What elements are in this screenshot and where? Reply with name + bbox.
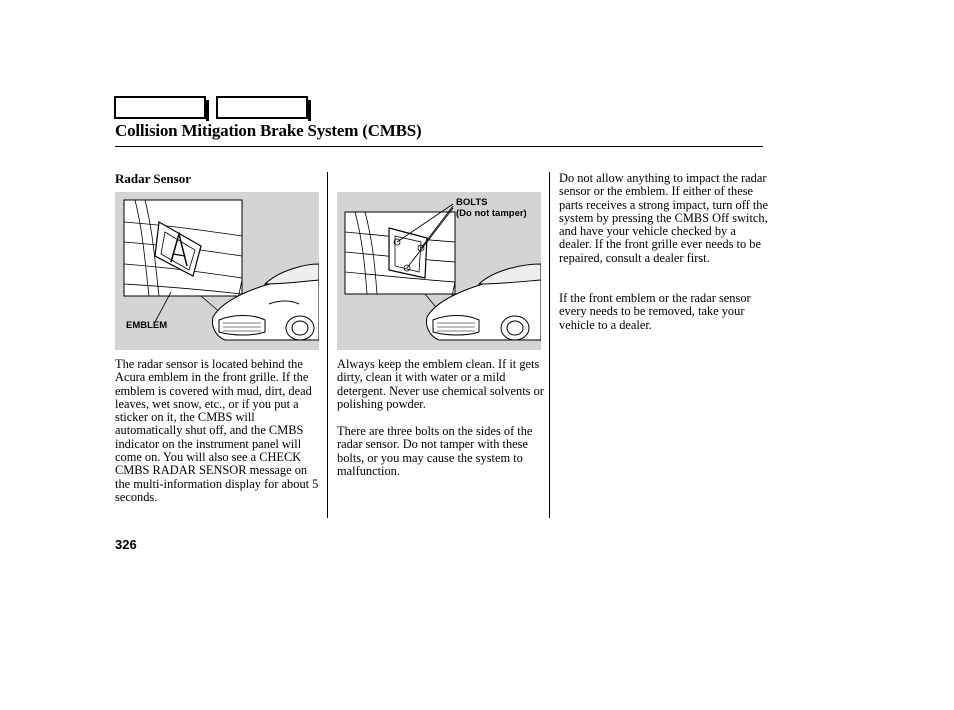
bolts-note: (Do not tamper) (456, 208, 527, 219)
bolts-illustration (337, 192, 541, 350)
column1-paragraph: The radar sensor is located behind the Acura emblem in the front grille. If the emblem is covered with mud, dirt, dead leaves, wet snow, etc., or if you put a sticker on it, the CMBS will automatically shut off, and the CMBS indicator on the instrument panel will come on. You will also see a CHECK CMBS RADAR SENSOR message on the multi-information display for about 5 seconds. (115, 357, 319, 504)
emblem-label: EMBLEM (126, 320, 168, 331)
title-divider (115, 146, 763, 147)
column2-paragraph-2: There are three bolts on the sides of the radar sensor. Do not tamper with these bolts, or you may cause the system to malfunction. (337, 424, 533, 478)
nav-tab-table-of-contents[interactable] (216, 96, 308, 119)
column3-paragraph-2: If the front emblem or the radar sensor every needs to be removed, take your vehicle to a dealer. (559, 291, 751, 332)
bolts-label: BOLTS (456, 197, 488, 208)
nav-tab-main-menu[interactable] (114, 96, 206, 119)
page-number: 326 (115, 537, 137, 552)
page-title: Collision Mitigation Brake System (CMBS) (115, 121, 422, 140)
section-heading: Radar Sensor (115, 171, 191, 186)
emblem-illustration (115, 192, 319, 350)
column-divider-2 (549, 172, 550, 518)
column-divider-1 (327, 172, 328, 518)
column2-paragraph-1: Always keep the emblem clean. If it gets dirty, clean it with water or a mild detergent. Never use chemical solvents or polishing powder. (337, 357, 544, 411)
column3-paragraph-1: Do not allow anything to impact the radar sensor or the emblem. If either of these parts receives a strong impact, turn off the system by pressing the CMBS Off switch, and have your vehicle checked by a dealer. If the front grille ever needs to be repaired, consult a dealer first. (559, 171, 768, 265)
